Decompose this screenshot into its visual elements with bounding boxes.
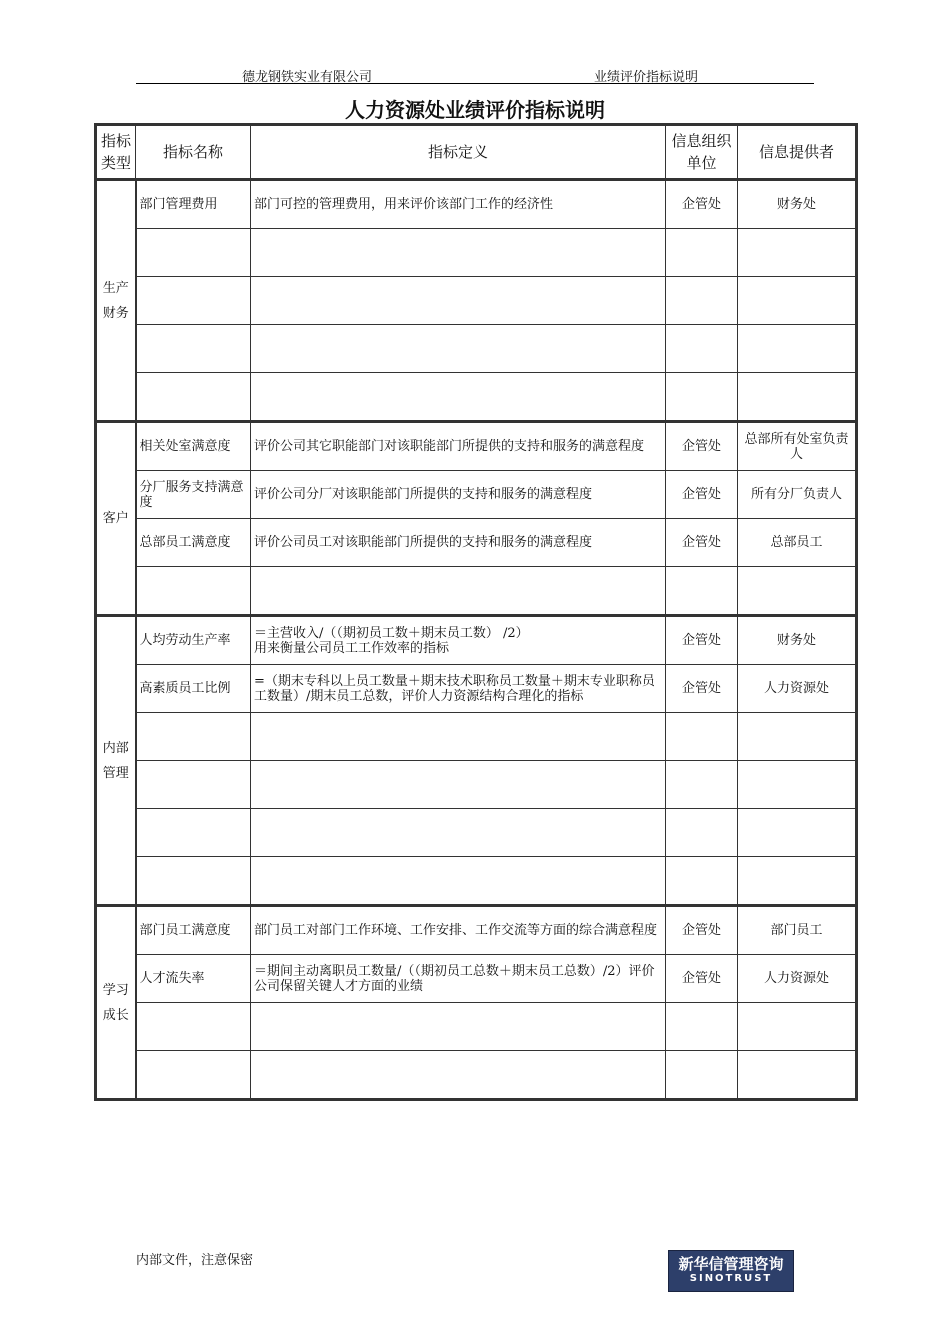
- table-row: [96, 955, 857, 1003]
- indicator-definition-cell: ＝期间主动离职员工数量/（（期初员工总数＋期末员工总数）/2）评价公司保留关键人才方面的业绩: [251, 955, 666, 1003]
- indicator-definition-cell: [251, 229, 666, 277]
- column-header-provider: 信息提供者: [738, 125, 857, 180]
- info-org-cell: [666, 761, 738, 809]
- info-provider-cell: [738, 567, 857, 616]
- table-row: [96, 229, 857, 277]
- info-provider-cell: [738, 325, 857, 373]
- info-provider-cell: [738, 277, 857, 325]
- indicator-name-cell: [136, 1003, 251, 1051]
- indicator-definition-cell: 部门可控的管理费用，用来评价该部门工作的经济性: [251, 180, 666, 229]
- indicator-name-cell: 人才流失率: [136, 955, 251, 1003]
- info-provider-cell: [738, 229, 857, 277]
- info-provider-cell: 人力资源处: [738, 665, 857, 713]
- info-org-cell: [666, 373, 738, 422]
- table-row: [96, 373, 857, 422]
- info-provider-cell: 财务处: [738, 180, 857, 229]
- indicator-definition-cell: [251, 761, 666, 809]
- indicator-name-cell: 相关处室满意度: [136, 422, 251, 471]
- indicator-name-cell: [136, 277, 251, 325]
- table-row: [96, 809, 857, 857]
- info-org-cell: 企管处: [666, 906, 738, 955]
- info-org-cell: [666, 1051, 738, 1100]
- column-header-name: 指标名称: [136, 125, 251, 180]
- category-cell: 内部管理: [96, 616, 136, 906]
- logo-chinese-text: 新华信管理咨询: [678, 1255, 784, 1273]
- indicator-definition-cell: [251, 1003, 666, 1051]
- info-org-cell: [666, 713, 738, 761]
- indicator-definition-cell: [251, 857, 666, 906]
- indicator-definition-cell: [251, 1051, 666, 1100]
- info-org-cell: 企管处: [666, 955, 738, 1003]
- indicator-definition-cell: 评价公司其它职能部门对该职能部门所提供的支持和服务的满意程度: [251, 422, 666, 471]
- info-org-cell: [666, 857, 738, 906]
- table-row: [96, 471, 857, 519]
- table-header-row: [96, 125, 857, 180]
- header-doc-name: 业绩评价指标说明: [594, 70, 699, 85]
- table-row: [96, 857, 857, 906]
- indicator-name-cell: 部门管理费用: [136, 180, 251, 229]
- info-provider-cell: [738, 1051, 857, 1100]
- indicator-name-cell: 部门员工满意度: [136, 906, 251, 955]
- table-row: [96, 519, 857, 567]
- header-rule: [136, 83, 814, 84]
- info-provider-cell: [738, 713, 857, 761]
- sinotrust-logo: [668, 1250, 794, 1292]
- info-provider-cell: [738, 761, 857, 809]
- info-provider-cell: 总部所有处室负责人: [738, 422, 857, 471]
- table-row: [96, 180, 857, 229]
- indicator-name-cell: 人均劳动生产率: [136, 616, 251, 665]
- info-provider-cell: 所有分厂负责人: [738, 471, 857, 519]
- info-org-cell: 企管处: [666, 665, 738, 713]
- confidential-note: 内部文件，注意保密: [136, 1253, 254, 1268]
- indicator-definition-cell: 评价公司员工对该职能部门所提供的支持和服务的满意程度: [251, 519, 666, 567]
- indicator-name-cell: 总部员工满意度: [136, 519, 251, 567]
- category-cell: 学习成长: [96, 906, 136, 1100]
- info-org-cell: [666, 325, 738, 373]
- info-provider-cell: [738, 1003, 857, 1051]
- indicator-name-cell: [136, 1051, 251, 1100]
- column-header-definition: 指标定义: [251, 125, 666, 180]
- indicator-name-cell: [136, 567, 251, 616]
- info-org-cell: 企管处: [666, 471, 738, 519]
- indicator-name-cell: [136, 857, 251, 906]
- indicator-definition-cell: [251, 809, 666, 857]
- indicator-definition-cell: [251, 713, 666, 761]
- indicator-definition-cell: [251, 325, 666, 373]
- table-row: [96, 1003, 857, 1051]
- table-row: [96, 761, 857, 809]
- page-title: 人力资源处业绩评价指标说明: [345, 98, 605, 122]
- indicator-name-cell: [136, 761, 251, 809]
- info-provider-cell: [738, 857, 857, 906]
- info-org-cell: 企管处: [666, 616, 738, 665]
- table-row: [96, 277, 857, 325]
- indicator-definition-cell: [251, 373, 666, 422]
- table-row: [96, 567, 857, 616]
- info-org-cell: 企管处: [666, 422, 738, 471]
- indicator-definition-cell: ＝主营收入/（（期初员工数＋期末员工数） /2） 用来衡量公司员工工作效率的指标: [251, 616, 666, 665]
- table-row: [96, 906, 857, 955]
- info-org-cell: 企管处: [666, 519, 738, 567]
- indicator-name-cell: 分厂服务支持满意度: [136, 471, 251, 519]
- indicator-name-cell: 高素质员工比例: [136, 665, 251, 713]
- table-row: [96, 325, 857, 373]
- info-provider-cell: 总部员工: [738, 519, 857, 567]
- table-row: [96, 422, 857, 471]
- info-provider-cell: 财务处: [738, 616, 857, 665]
- indicator-definition-cell: 评价公司分厂对该职能部门所提供的支持和服务的满意程度: [251, 471, 666, 519]
- info-org-cell: [666, 277, 738, 325]
- info-provider-cell: 人力资源处: [738, 955, 857, 1003]
- table-row: [96, 713, 857, 761]
- header-company: 德龙钢铁实业有限公司: [242, 70, 373, 85]
- info-org-cell: [666, 567, 738, 616]
- category-cell: 客户: [96, 422, 136, 616]
- indicator-definition-cell: [251, 567, 666, 616]
- logo-english-text: SINOTRUST: [689, 1273, 773, 1284]
- column-header-org: 信息组织单位: [666, 125, 738, 180]
- info-org-cell: [666, 1003, 738, 1051]
- indicator-name-cell: [136, 713, 251, 761]
- indicator-table: [94, 123, 858, 1101]
- column-header-type: 指标类型: [96, 125, 136, 180]
- indicator-definition-cell: [251, 277, 666, 325]
- info-provider-cell: [738, 373, 857, 422]
- indicator-name-cell: [136, 809, 251, 857]
- info-provider-cell: [738, 809, 857, 857]
- indicator-name-cell: [136, 229, 251, 277]
- info-org-cell: 企管处: [666, 180, 738, 229]
- info-org-cell: [666, 809, 738, 857]
- indicator-definition-cell: =（期末专科以上员工数量＋期末技术职称员工数量＋期末专业职称员工数量）/期末员工总数，评价人力资源结构合理化的指标: [251, 665, 666, 713]
- info-org-cell: [666, 229, 738, 277]
- table-row: [96, 1051, 857, 1100]
- indicator-name-cell: [136, 373, 251, 422]
- indicator-definition-cell: 部门员工对部门工作环境、工作安排、工作交流等方面的综合满意程度: [251, 906, 666, 955]
- indicator-name-cell: [136, 325, 251, 373]
- category-cell: 生产财务: [96, 180, 136, 422]
- table-row: [96, 665, 857, 713]
- table-row: [96, 616, 857, 665]
- info-provider-cell: 部门员工: [738, 906, 857, 955]
